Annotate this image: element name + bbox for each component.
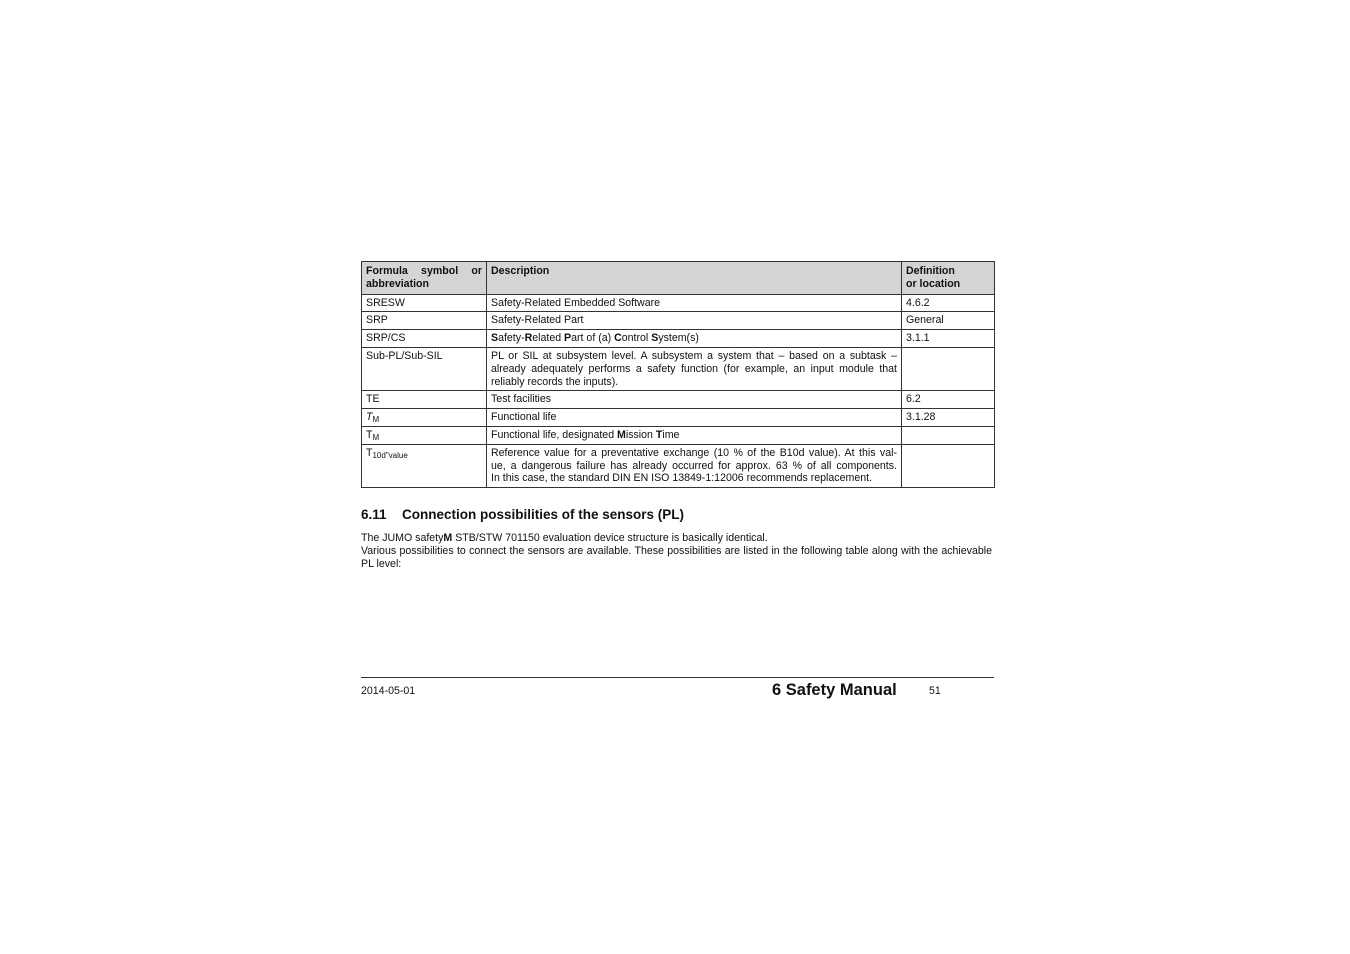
cell-description: Reference value for a preventative exchange (10 % of the B10d value). At this val- ue, a dangerous failure has already occurred for approx. 63 % of all components. In this case, the standard DIN EN ISO 13849-1:12006 recommends replacement. xyxy=(487,444,902,487)
cell-location: 4.6.2 xyxy=(902,294,995,312)
paragraph-possibilities: Various possibilities to connect the sensors are available. These possibilities are listed in the following table along with the achievable PL level: xyxy=(361,545,992,570)
table-row xyxy=(362,409,995,427)
cell-location: General xyxy=(902,312,995,330)
paragraph-device: The JUMO safetyM STB/STW 701150 evaluation device structure is basically identical. xyxy=(361,532,768,544)
table-row xyxy=(362,444,995,487)
section-number: 6.11 xyxy=(361,507,387,522)
cell-symbol: SRP/CS xyxy=(362,330,487,348)
section-body xyxy=(361,532,992,571)
cell-description: Functional life, designated Mission Time xyxy=(487,426,902,444)
table-row xyxy=(362,391,995,409)
section-title: Connection possibilities of the sensors (PL) xyxy=(402,507,685,522)
cell-location: 6.2 xyxy=(902,391,995,409)
cell-description: PL or SIL at subsystem level. A subsystem a system that – based on a subtask – already adequately performs a safety function (for example, an input module that reliably records the inputs). xyxy=(487,347,902,390)
table-row xyxy=(362,330,995,348)
header-symbol: Formula symbol or abbreviation xyxy=(362,262,487,295)
cell-location xyxy=(902,347,995,390)
footer-divider xyxy=(361,677,994,678)
cell-description: Functional life xyxy=(487,409,902,427)
footer-date: 2014-05-01 xyxy=(361,685,416,697)
section-heading xyxy=(361,507,684,522)
cell-symbol: SRESW xyxy=(362,294,487,312)
table-row xyxy=(362,426,995,444)
cell-location xyxy=(902,444,995,487)
cell-description: Safety-Related Part xyxy=(487,312,902,330)
header-description: Description xyxy=(487,262,902,295)
cell-symbol: $T_{10d"value}$ xyxy=(362,444,487,487)
footer-chapter-title: 6 Safety Manual xyxy=(772,681,897,699)
page-number: 51 xyxy=(929,685,941,697)
table-row xyxy=(362,294,995,312)
cell-description: Safety-Related Part of (a) Control System(s) xyxy=(487,330,902,348)
table-header-row xyxy=(362,262,995,295)
cell-description: Safety-Related Embedded Software xyxy=(487,294,902,312)
cell-symbol: $T_M$ xyxy=(362,426,487,444)
cell-symbol: Sub-PL/Sub-SIL xyxy=(362,347,487,390)
header-definition: Definition or location xyxy=(902,262,995,295)
cell-location: 3.1.28 xyxy=(902,409,995,427)
cell-location: 3.1.1 xyxy=(902,330,995,348)
cell-location xyxy=(902,426,995,444)
cell-symbol: $T_M$ xyxy=(362,409,487,427)
abbreviations-table xyxy=(361,261,994,488)
table-row xyxy=(362,347,995,390)
cell-symbol: TE xyxy=(362,391,487,409)
cell-description: Test facilities xyxy=(487,391,902,409)
table-row xyxy=(362,312,995,330)
cell-symbol: SRP xyxy=(362,312,487,330)
